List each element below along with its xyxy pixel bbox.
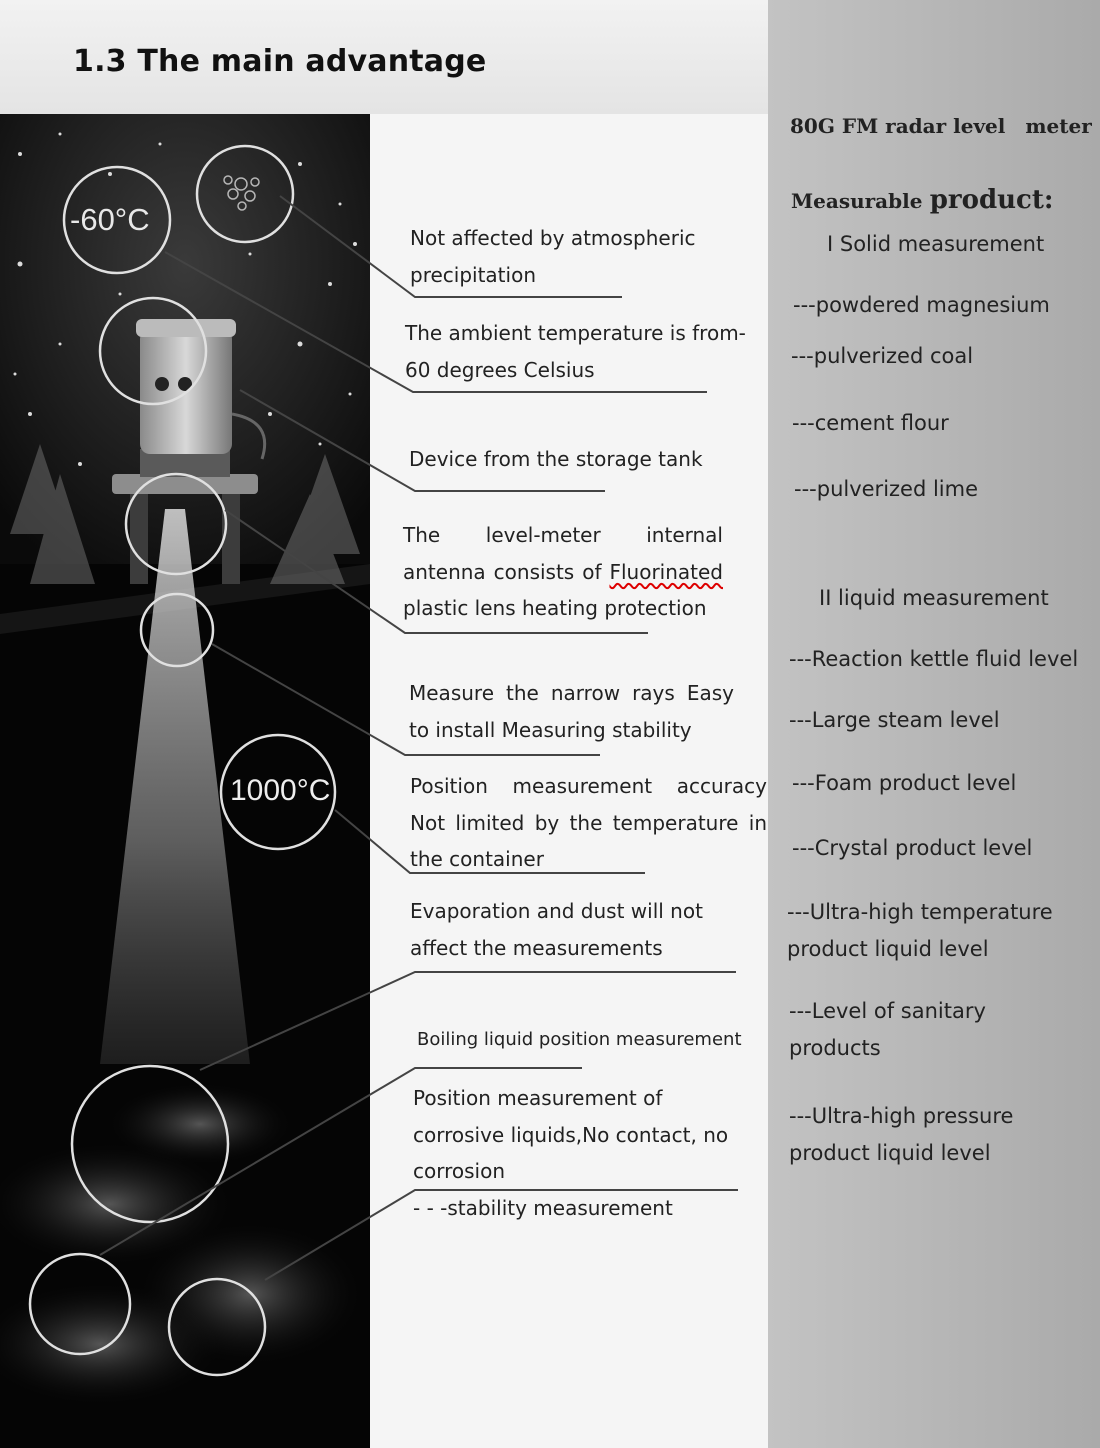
advantage-corrosive — [413, 1080, 753, 1226]
liquid-measurement-heading: II liquid measurement — [819, 586, 1049, 610]
advantage-storage-tank: Device from the storage tank — [409, 447, 703, 471]
advantage-precipitation: Not affected by atmospheric precipitation — [410, 226, 696, 287]
measurable-product-heading — [791, 182, 1054, 220]
liquid-item: ---Foam product level — [792, 771, 1017, 795]
liquid-item: ---Crystal product level — [792, 836, 1033, 860]
advantage-position-accuracy: Position measurement accuracy Not limited by the temperature in the container — [410, 774, 767, 871]
liquid-item: ---Level of sanitary products — [789, 999, 986, 1060]
advantage-corrosive-text: Position measurement of corrosive liquids,No contact, no corrosion — [413, 1086, 729, 1183]
product-name: 80G FM radar level meter — [790, 114, 1092, 138]
radar-illustration — [0, 114, 370, 1448]
advantage-antenna — [403, 517, 723, 627]
product-label: product: — [929, 185, 1054, 215]
liquid-item: ---Large steam level — [789, 708, 1000, 732]
advantage-ambient-temperature: The ambient temperature is from-60 degrees Celsius — [405, 321, 746, 382]
advantage-evaporation: Evaporation and dust will not affect the measurements — [410, 899, 703, 960]
hot-temperature-label: 1000°C — [230, 774, 331, 807]
advantage-narrow-rays: Measure the narrow rays Easy to install Measuring stability — [409, 681, 734, 742]
advantage-stability-text: - - -stability measurement — [413, 1195, 673, 1220]
measurable-label: Measurable — [791, 189, 923, 213]
solid-item: ---powdered magnesium — [793, 293, 1050, 317]
liquid-item: ---Reaction kettle fluid level — [789, 647, 1079, 671]
page-title: 1.3 The main advantage — [73, 44, 487, 79]
solid-item: ---pulverized lime — [794, 477, 979, 501]
advantage-antenna-text-1: The level-meter internal antenna consists of — [403, 523, 723, 584]
cold-temperature-label: -60°C — [70, 202, 150, 237]
solid-measurement-heading: I Solid measurement — [827, 232, 1045, 256]
advantage-antenna-text-2: plastic lens heating protection — [403, 596, 707, 620]
liquid-item: ---Ultra-high temperature product liquid level — [787, 900, 1053, 961]
header-band — [0, 0, 768, 114]
liquid-item: ---Ultra-high pressure product liquid level — [789, 1104, 1014, 1165]
advantage-boiling-liquid: Boiling liquid position measurement — [417, 1029, 742, 1050]
solid-item: ---pulverized coal — [791, 344, 974, 368]
solid-item: ---cement flour — [792, 411, 949, 435]
advantage-antenna-underlined: Fluorinated — [609, 559, 723, 584]
